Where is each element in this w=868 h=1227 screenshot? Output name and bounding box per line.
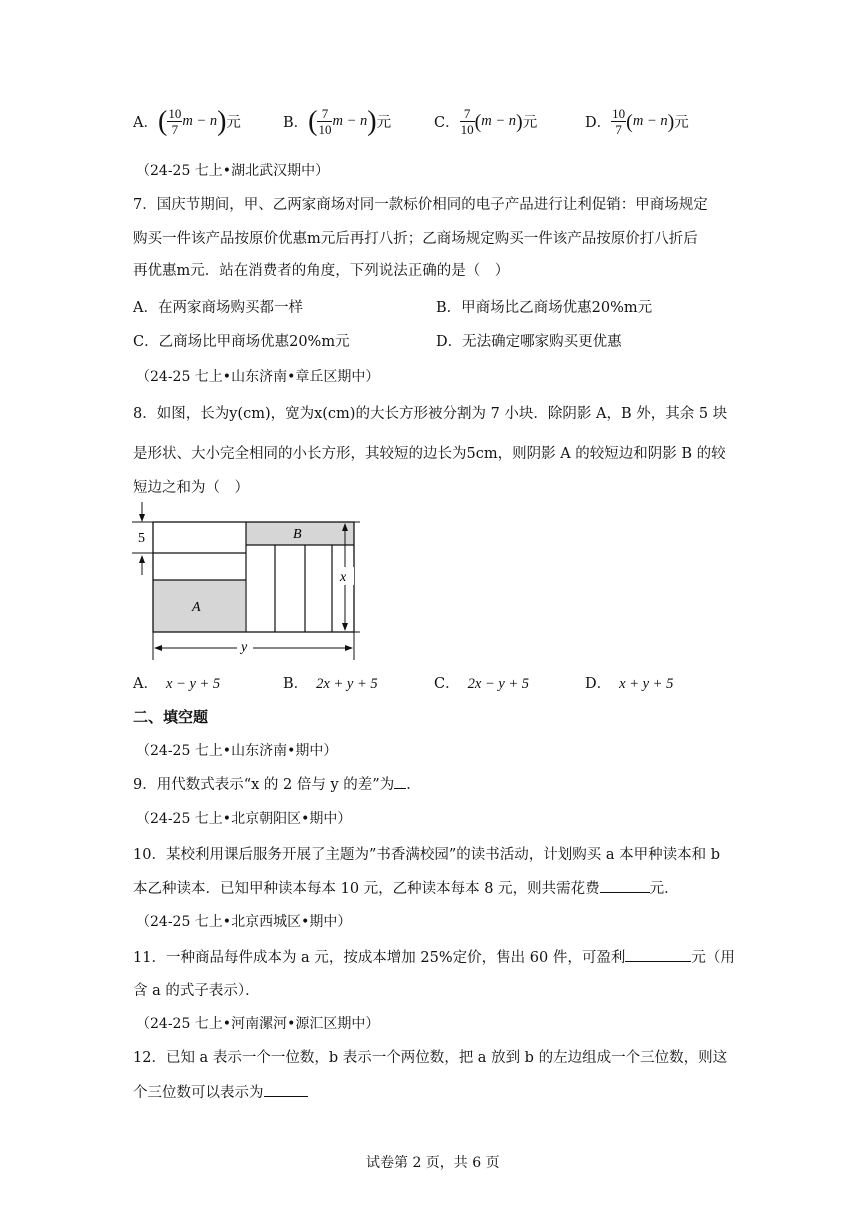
option-expression: x − y + 5 [165, 676, 221, 692]
numerator: 7 [317, 106, 332, 122]
q7-source: （24-25 七上•湖北武汉期中） [136, 163, 330, 179]
q12-text: 个三位数可以表示为 [133, 1085, 264, 1101]
right-paren: ) [217, 105, 227, 137]
expression: m − n [332, 113, 368, 129]
q6-option-a [133, 106, 241, 137]
label-x: x [340, 570, 347, 585]
q6-option-c [434, 106, 537, 137]
q11-line2: 含 a 的式子表示）． [133, 983, 260, 999]
option-letter: D． [585, 676, 612, 692]
label-b: B [293, 527, 302, 542]
q6-option-b [283, 106, 391, 137]
arrow-left-icon [154, 645, 162, 651]
fraction [317, 106, 332, 137]
right-paren: ) [667, 110, 675, 133]
arrow-down-icon [342, 623, 348, 631]
expression: m − n [182, 113, 218, 129]
option-letter: C． [434, 115, 460, 131]
q10-source: （24-25 七上•北京朝阳区•期中） [136, 811, 352, 827]
q8-line1: 8．如图，长为y(cm)，宽为x(cm)的大长方形被分割为 7 小块．除阴影 A，B 外，其余 5 块 [133, 406, 728, 422]
page-footer: 试卷第 2 页，共 6 页 [366, 1155, 500, 1171]
unit: 元 [674, 115, 689, 131]
q11-source: （24-25 七上•北京西城区•期中） [136, 914, 352, 930]
q8-option-b [283, 672, 378, 693]
expression: m − n [481, 113, 517, 129]
q9-text-before: 9．用代数式表示“x 的 2 倍与 y 的差”为 [133, 777, 395, 793]
option-letter: C． [434, 676, 460, 692]
option-letter: B． [283, 676, 309, 692]
unit: 元 [226, 115, 241, 131]
q6-option-d [585, 106, 689, 137]
option-expression: 2x + y + 5 [316, 676, 378, 692]
left-paren: ( [474, 110, 482, 133]
q9-text [133, 773, 421, 794]
option-letter: A． [133, 676, 158, 692]
left-paren: ( [626, 110, 633, 133]
fraction [611, 106, 626, 137]
q10-text-before: 本乙种读本．已知甲种读本每本 10 元，乙种读本每本 8 元，则共需花费 [133, 881, 600, 897]
q11-text-after: 元（用 [691, 950, 735, 966]
answer-blank[interactable] [264, 1082, 308, 1097]
label-5: 5 [138, 531, 145, 546]
q8-line3: 短边之和为（ ） [133, 480, 249, 496]
q8-option-c [434, 672, 529, 693]
q7-line1: 7．国庆节期间，甲、乙两家商场对同一款标价相同的电子产品进行让利促销：甲商场规定 [133, 197, 708, 213]
left-paren: ( [308, 105, 318, 137]
label-a: A [192, 600, 201, 615]
label-y: y [241, 640, 248, 655]
q7-line3: 再优惠m元．站在消费者的角度，下列说法正确的是（ ） [133, 263, 510, 279]
q12-line1: 12．已知 a 表示一个一位数，b 表示一个两位数，把 a 放到 b 的左边组成一个三位数，则这 [133, 1050, 728, 1066]
q10-line2 [133, 877, 679, 898]
q7-option-b: B．甲商场比乙商场优惠20%m元 [436, 300, 653, 316]
q7-option-a: A．在两家商场购买都一样 [133, 300, 303, 316]
q8-option-d [585, 672, 673, 693]
q12-source: （24-25 七上•河南漯河•源汇区期中） [136, 1016, 380, 1032]
answer-blank[interactable] [600, 878, 650, 893]
answer-blank[interactable] [625, 947, 691, 962]
q10-line1: 10．某校利用课后服务开展了主题为”书香满校园”的读书活动，计划购买 a 本甲种读本和 b [133, 847, 721, 863]
option-expression: x + y + 5 [619, 676, 674, 692]
section-heading: 二、填空题 [133, 708, 209, 726]
unit: 元 [376, 115, 392, 131]
arrow-up-icon [139, 555, 145, 563]
arrow-down-icon [139, 514, 145, 522]
denominator: 10 [318, 122, 332, 137]
answer-blank[interactable] [394, 774, 406, 789]
q8-option-a [133, 672, 220, 693]
q7-option-d: D．无法确定哪家购买更优惠 [436, 334, 622, 350]
numerator: 10 [612, 106, 626, 121]
fraction [167, 106, 182, 137]
expression: m − n [632, 113, 668, 129]
numerator: 7 [460, 106, 475, 122]
option-letter: B． [283, 115, 309, 131]
q10-text-after: 元． [649, 881, 679, 897]
q7-option-c: C．乙商场比甲商场优惠20%m元 [133, 334, 350, 350]
numerator: 10 [168, 106, 182, 121]
q12-line2 [133, 1081, 308, 1102]
option-letter: A． [133, 115, 158, 131]
arrow-right-icon [345, 645, 353, 651]
q7-line2: 购买一件该产品按原价优惠m元后再打八折；乙商场规定购买一件该产品按原价打八折后 [133, 231, 698, 247]
denominator: 7 [171, 122, 179, 137]
right-paren: ) [367, 105, 377, 137]
q9-source: （24-25 七上•山东济南•期中） [136, 743, 338, 759]
left-paren: ( [157, 105, 168, 137]
q11-text-before: 11．一种商品每件成本为 a 元，按成本增加 25%定价，售出 60 件，可盈利 [133, 950, 626, 966]
q9-text-after: ． [406, 777, 421, 793]
right-paren: ) [516, 110, 523, 133]
fraction [460, 106, 475, 137]
q8-line2: 是形状、大小完全相同的小长方形，其较短的边长为5cm，则阴影 A 的较短边和阴影 B 的较 [133, 446, 726, 462]
denominator: 10 [460, 122, 474, 137]
q8-figure [120, 500, 370, 665]
q8-source: （24-25 七上•山东济南•章丘区期中） [136, 369, 380, 385]
option-letter: D． [585, 115, 612, 131]
unit: 元 [522, 115, 538, 131]
denominator: 7 [615, 122, 622, 137]
option-expression: 2x − y + 5 [467, 676, 530, 692]
q11-line1 [133, 946, 735, 967]
